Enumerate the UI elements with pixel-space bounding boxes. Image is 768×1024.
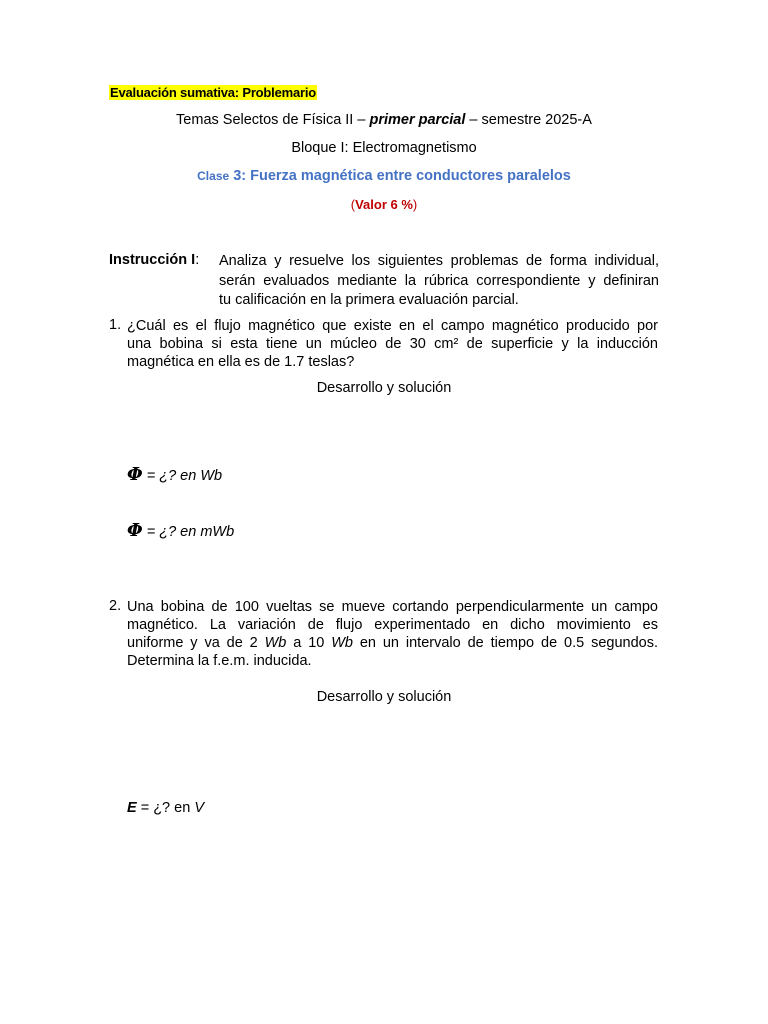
instruction-label: Instrucción I: <box>109 252 200 268</box>
problem-2-development: Desarrollo y solución <box>316 689 452 705</box>
problem-1-number: 1. <box>109 317 122 333</box>
class-title: Clase 3: Fuerza magnética entre conductores paralelos <box>197 168 571 184</box>
instruction-text: Analiza y resuelve los siguientes problemas de forma individual, serán evaluados mediante la rúbrica correspondiente y definiran tu calificación en la primera evaluación parcial. <box>219 253 659 308</box>
course-line: Temas Selectos de Física II – primer parcial – semestre 2025-A <box>176 112 592 128</box>
block-title: Bloque I: Electromagnetismo <box>291 140 477 156</box>
partial-label: primer parcial <box>369 112 466 128</box>
problem-1-formula-wb: Φ = ¿? en Wb <box>127 464 223 485</box>
problem-1-development: Desarrollo y solución <box>316 380 452 396</box>
problem-1-text: ¿Cuál es el flujo magnético que existe en el campo magnético producido por una bobina si esta tiene un múcleo de 30 cm² de superficie y la inducción magnética en ella es de 1.7 teslas? <box>127 318 658 370</box>
value-label: (Valor 6 %) <box>350 197 418 212</box>
problem-2-formula-emf: E = ¿? en V <box>127 800 204 816</box>
problem-2-text: Una bobina de 100 vueltas se mueve cortando perpendicularmente un campo magnético. La variación de flujo experimentado en dicho movimiento es uniforme y va de 2 Wb a 10 Wb en un intervalo de tiempo de 0.5 segundos. Determina la f.e.m. inducida. <box>127 599 658 669</box>
problem-1-formula-mwb: Φ = ¿? en mWb <box>127 520 235 541</box>
evaluation-tag: Evaluación sumativa: Problemario <box>110 85 317 100</box>
problem-2-number: 2. <box>109 598 122 614</box>
